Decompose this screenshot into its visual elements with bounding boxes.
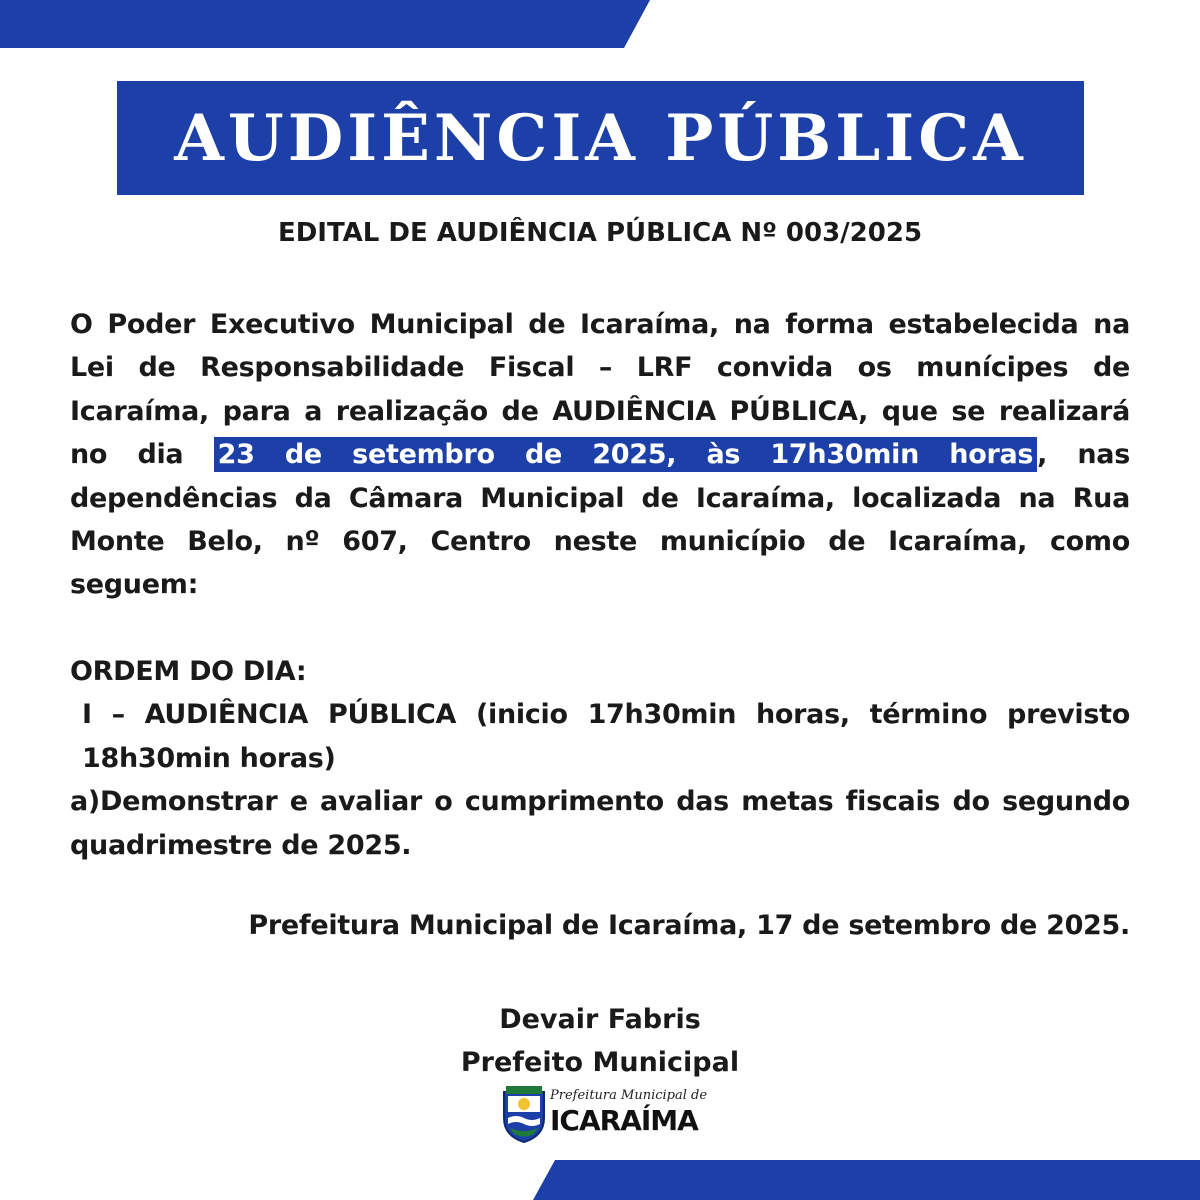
body-text-part1: O Poder Executivo Municipal de Icaraíma, na forma estabelecida na Lei de Responsabilidade Fiscal – LRF convida os munícipes de Icaraíma, para a realização de AUDIÊNCIA PÚBLICA, que se realizará no dia xyxy=(70,309,1130,471)
signature-block xyxy=(0,998,1200,1084)
banner-title: AUDIÊNCIA PÚBLICA xyxy=(174,100,1027,176)
bottom-decorative-stripe xyxy=(0,1160,1200,1200)
logo-script-text: Prefeitura Municipal de xyxy=(550,1088,708,1103)
top-decorative-stripe xyxy=(0,0,1200,48)
date-highlight: 23 de setembro de 2025, às 17h30min horas xyxy=(214,437,1038,472)
signer-name: Devair Fabris xyxy=(499,1004,701,1035)
title-banner xyxy=(117,81,1084,195)
agenda-item-a: a)Demonstrar e avaliar o cumprimento das metas fiscais do segundo quadrimestre de 2025. xyxy=(70,786,1130,861)
municipal-logo xyxy=(498,1082,708,1148)
signer-role: Prefeito Municipal xyxy=(460,1047,740,1078)
logo-city-name: ICARAÍMA xyxy=(550,1104,698,1137)
agenda-section xyxy=(70,650,1130,867)
body-text-part2: , nas dependências da Câmara Municipal de Icaraíma, localizada na Rua Monte Belo, nº 607, Centro neste município de Icaraíma, como seguem: xyxy=(70,439,1130,601)
invitation-paragraph xyxy=(70,303,1130,607)
agenda-item-1: I – AUDIÊNCIA PÚBLICA (inicio 17h30min horas, término previsto 18h30min horas) xyxy=(82,699,1130,774)
agenda-heading: ORDEM DO DIA: xyxy=(70,656,307,687)
edital-heading: EDITAL DE AUDIÊNCIA PÚBLICA Nº 003/2025 xyxy=(277,218,923,248)
municipal-crest-icon xyxy=(500,1084,548,1144)
closing-date-line: Prefeitura Municipal de Icaraíma, 17 de setembro de 2025. xyxy=(248,910,1130,941)
